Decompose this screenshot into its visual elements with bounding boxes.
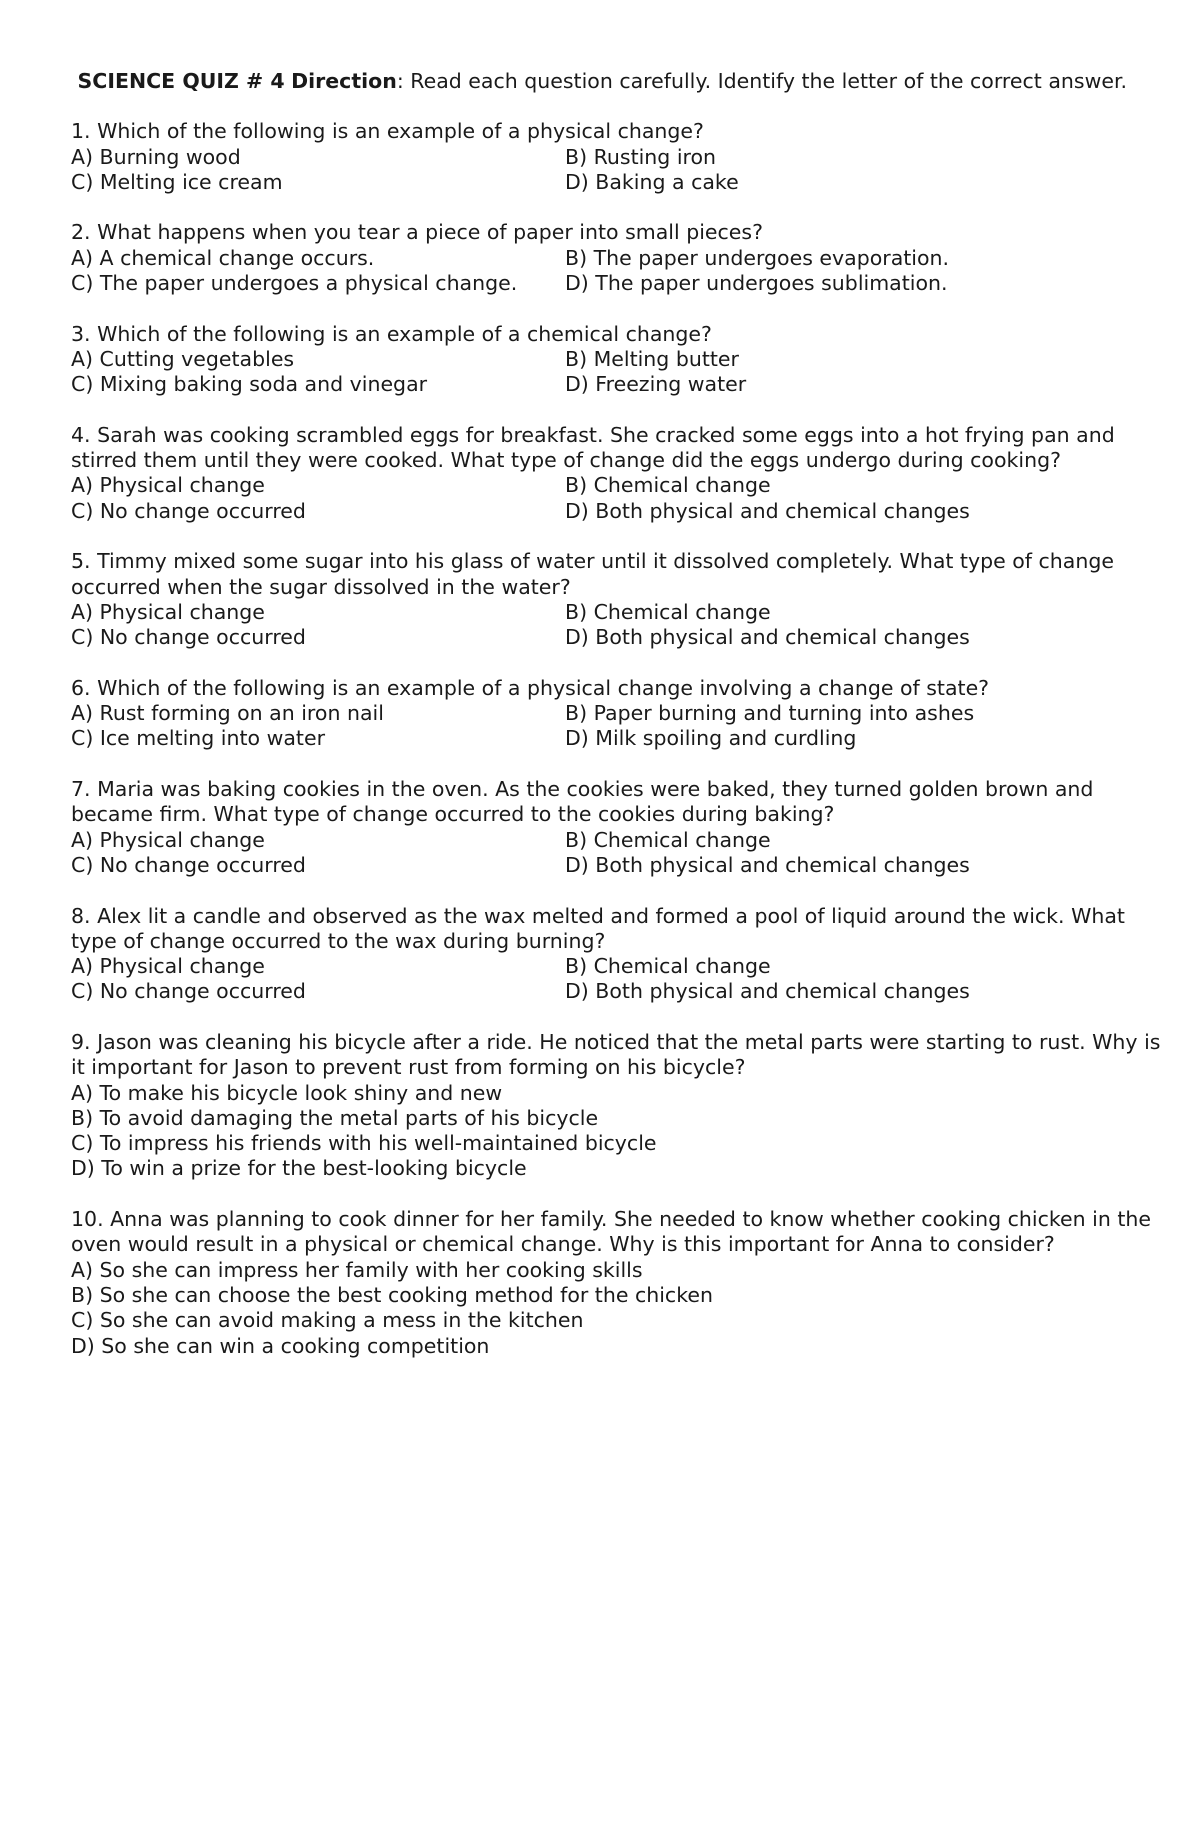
answer-options [71, 145, 1171, 196]
question-text: Anna was planning to cook dinner for her family. She needed to know whether cooking chicken in the oven would result in a physical or chemical change. Why is this important for Anna to consider? [71, 1207, 1151, 1257]
question-number: 2. [71, 220, 91, 245]
option-c: C) Ice melting into water [71, 726, 325, 751]
option-a: A) Cutting vegetables [71, 346, 295, 371]
question-text: Alex lit a candle and observed as the wax melted and formed a pool of liquid around the wick. What type of change occurred to the wax during burning? [71, 903, 1125, 953]
question-number: 1. [71, 119, 91, 144]
answer-options [71, 701, 1171, 752]
option-b: B) Chemical change [565, 954, 771, 979]
answer-options [71, 347, 1171, 398]
question-number: 7. [71, 777, 91, 802]
option-d: D) Both physical and chemical changes [565, 498, 970, 523]
answer-options [71, 828, 1171, 879]
option-a: A) To make his bicycle look shiny and new [71, 1080, 503, 1105]
question-number: 9. [71, 1029, 91, 1054]
option-b: B) Melting butter [565, 346, 739, 371]
question-number: 10. [71, 1207, 104, 1232]
option-c: C) The paper undergoes a physical change. [71, 271, 518, 296]
answer-options [71, 600, 1171, 651]
option-a: A) Physical change [71, 954, 265, 979]
option-d: D) The paper undergoes sublimation. [565, 271, 948, 296]
question-stem [71, 220, 1171, 245]
question-stem [71, 777, 1171, 828]
question-number: 8. [71, 903, 91, 928]
option-c: C) No change occurred [71, 979, 306, 1004]
answer-options [71, 246, 1171, 297]
option-b: B) Rusting iron [565, 144, 717, 169]
question-stem [71, 119, 1171, 144]
question-stem [71, 676, 1171, 701]
question-stem [71, 322, 1171, 347]
option-b: B) Chemical change [565, 599, 771, 624]
answer-options [71, 473, 1171, 524]
option-a: A) So she can impress her family with her cooking skills [71, 1257, 643, 1282]
direction-text: : Read each question carefully. Identify the letter of the correct answer. [396, 69, 1128, 93]
option-d: D) Both physical and chemical changes [565, 852, 970, 877]
question-text: Which of the following is an example of a chemical change? [97, 321, 712, 346]
option-d: D) Both physical and chemical changes [565, 979, 970, 1004]
question-9 [71, 1030, 1171, 1182]
question-number: 4. [71, 422, 91, 447]
option-b: B) To avoid damaging the metal parts of his bicycle [71, 1105, 599, 1130]
option-a: A) Physical change [71, 827, 265, 852]
question-text: Sarah was cooking scrambled eggs for breakfast. She cracked some eggs into a hot frying pan and stirred them until they were cooked. What type of change did the eggs undergo during cooking? [71, 422, 1115, 473]
quiz-content [71, 69, 1171, 1384]
question-1 [71, 119, 1171, 195]
option-a: A) Physical change [71, 599, 265, 624]
option-d: D) Milk spoiling and curdling [565, 726, 857, 751]
option-a: A) A chemical change occurs. [71, 245, 375, 270]
question-stem [71, 1030, 1171, 1081]
direction-label: Direction [291, 69, 397, 93]
question-stem [71, 904, 1171, 955]
answer-options [71, 1258, 1171, 1359]
question-4 [71, 423, 1171, 524]
question-number: 3. [71, 321, 91, 346]
option-c: C) Melting ice cream [71, 169, 283, 194]
question-3 [71, 322, 1171, 398]
option-d: D) Freezing water [565, 372, 747, 397]
option-c: C) To impress his friends with his well-maintained bicycle [71, 1131, 657, 1156]
question-stem [71, 1207, 1171, 1258]
option-a: A) Burning wood [71, 144, 241, 169]
option-b: B) Chemical change [565, 473, 771, 498]
option-c: C) So she can avoid making a mess in the kitchen [71, 1308, 584, 1333]
option-c: C) No change occurred [71, 625, 306, 650]
question-text: Timmy mixed some sugar into his glass of water until it dissolved completely. What type of change occurred when the sugar dissolved in the water? [71, 549, 1114, 599]
option-d: D) So she can win a cooking competition [71, 1333, 490, 1358]
option-b: B) Chemical change [565, 827, 771, 852]
option-b: B) The paper undergoes evaporation. [565, 245, 950, 270]
question-text: Which of the following is an example of a physical change involving a change of state? [97, 675, 990, 700]
option-d: D) To win a prize for the best-looking bicycle [71, 1156, 527, 1181]
option-a: A) Rust forming on an iron nail [71, 701, 384, 726]
question-number: 6. [71, 675, 91, 700]
option-c: C) No change occurred [71, 852, 306, 877]
question-text: What happens when you tear a piece of paper into small pieces? [97, 220, 763, 245]
question-list [71, 119, 1171, 1359]
question-stem [71, 549, 1171, 600]
question-5 [71, 549, 1171, 650]
question-10 [71, 1207, 1171, 1359]
option-a: A) Physical change [71, 473, 265, 498]
answer-options [71, 1081, 1171, 1182]
question-2 [71, 220, 1171, 296]
question-text: Jason was cleaning his bicycle after a ride. He noticed that the metal parts were starting to rust. Why is it important for Jason to prevent rust from forming on his bicycle? [71, 1029, 1161, 1080]
option-b: B) Paper burning and turning into ashes [565, 701, 975, 726]
option-b: B) So she can choose the best cooking method for the chicken [71, 1282, 713, 1307]
option-d: D) Baking a cake [565, 169, 739, 194]
question-text: Which of the following is an example of a physical change? [97, 119, 704, 144]
question-8 [71, 904, 1171, 1005]
question-number: 5. [71, 549, 91, 574]
question-text: Maria was baking cookies in the oven. As the cookies were baked, they turned golden brown and became firm. What type of change occurred to the cookies during baking? [71, 777, 1094, 827]
option-c: C) No change occurred [71, 498, 306, 523]
quiz-title: SCIENCE QUIZ # 4 [77, 69, 285, 93]
question-6 [71, 676, 1171, 752]
answer-options [71, 954, 1171, 1005]
option-d: D) Both physical and chemical changes [565, 625, 970, 650]
question-7 [71, 777, 1171, 878]
quiz-header [71, 69, 1171, 94]
option-c: C) Mixing baking soda and vinegar [71, 372, 428, 397]
question-stem [71, 423, 1171, 474]
